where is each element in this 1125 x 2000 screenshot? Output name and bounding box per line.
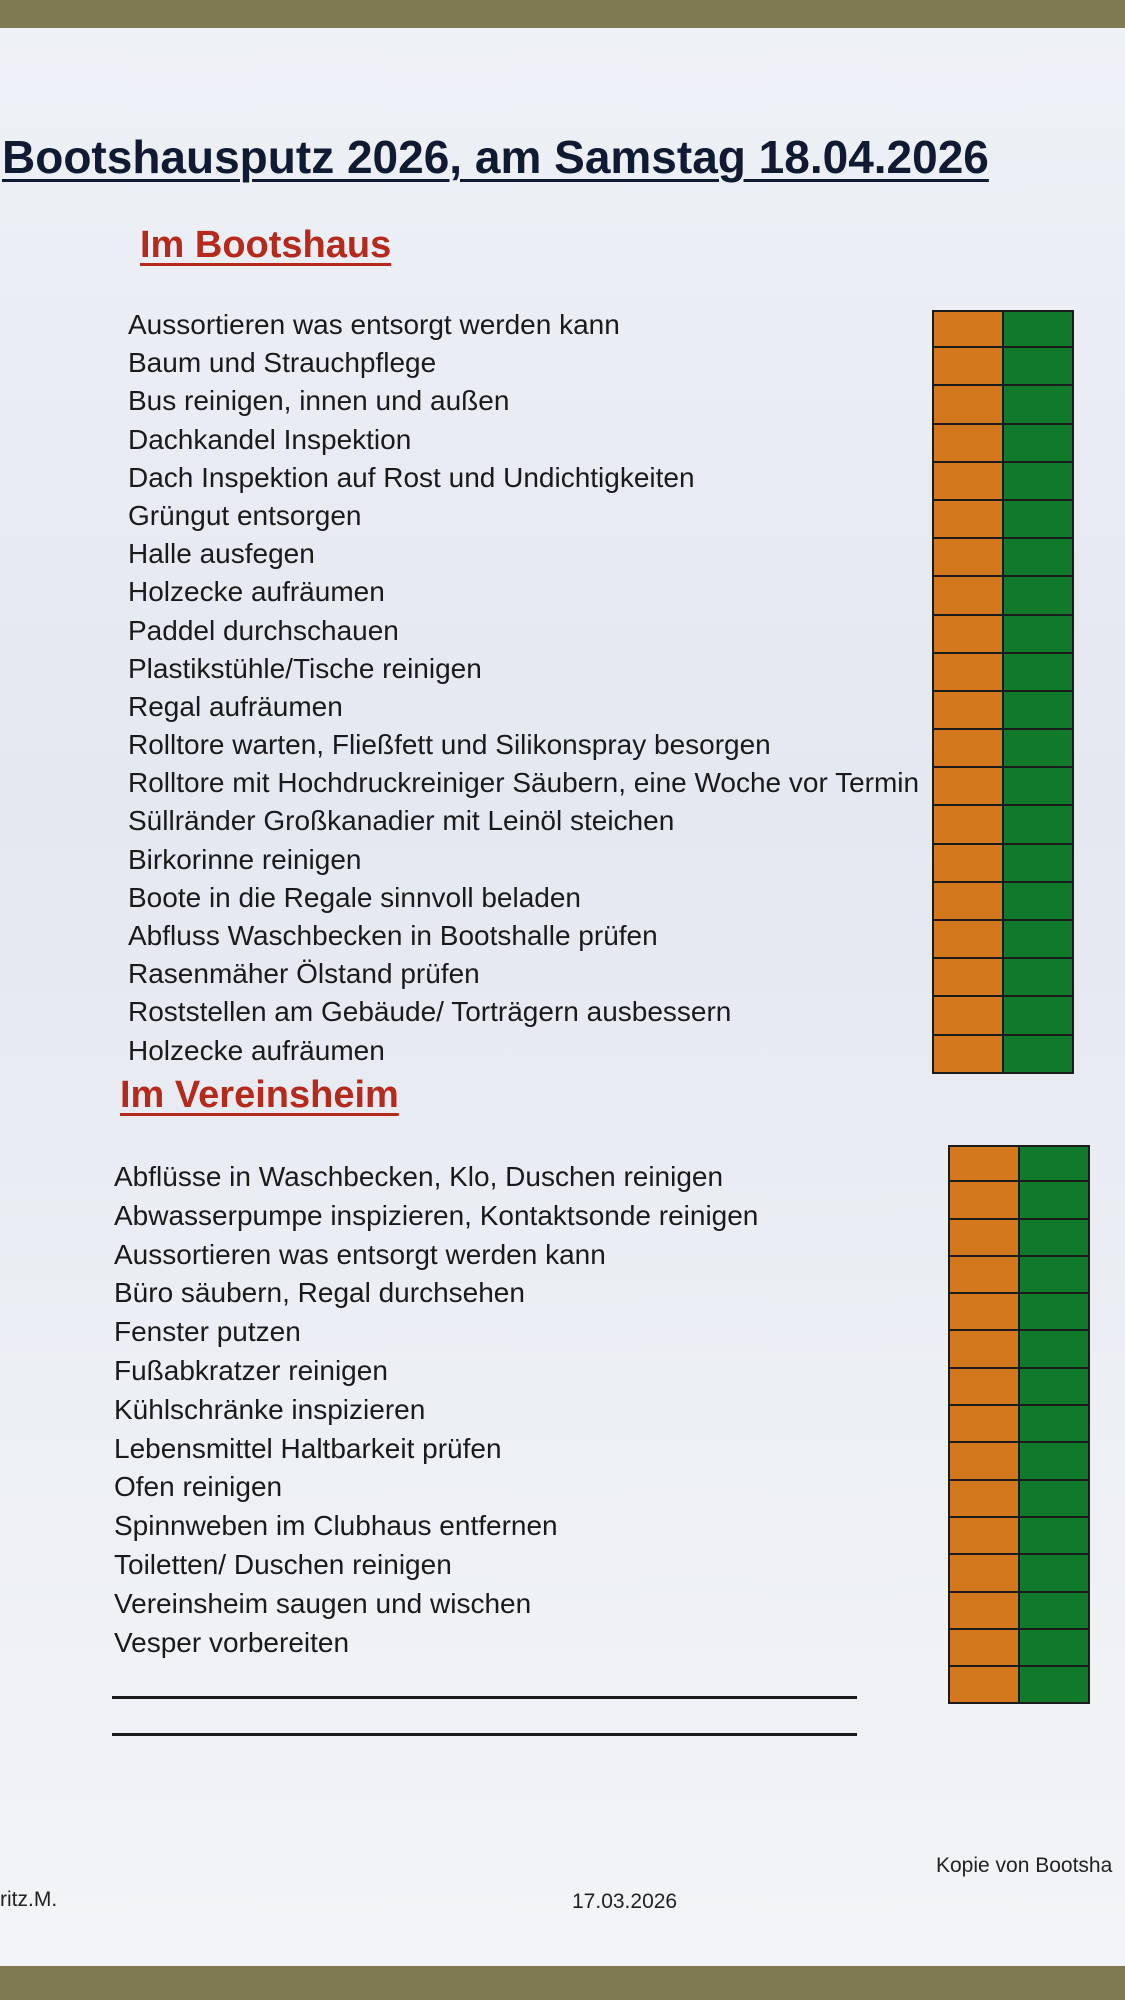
green-checkbox[interactable] — [1004, 1036, 1072, 1072]
checkbox-row — [948, 1593, 1090, 1630]
green-checkbox[interactable] — [1020, 1257, 1088, 1292]
checkbox-row — [932, 806, 1074, 844]
checkbox-row — [932, 463, 1074, 501]
orange-checkbox[interactable] — [950, 1147, 1020, 1180]
orange-checkbox[interactable] — [934, 997, 1004, 1033]
checkbox-row — [948, 1331, 1090, 1368]
task-item: Fußabkratzer reinigen — [114, 1354, 388, 1386]
green-checkbox[interactable] — [1004, 539, 1072, 575]
checkbox-row — [932, 921, 1074, 959]
task-item: Süllränder Großkanadier mit Leinöl steichen — [128, 805, 675, 837]
orange-checkbox[interactable] — [934, 501, 1004, 537]
task-item: Toiletten/ Duschen reinigen — [114, 1548, 452, 1580]
task-item: Abfluss Waschbecken in Bootshalle prüfen — [128, 920, 658, 951]
checkbox-row — [948, 1481, 1090, 1518]
task-item: Paddel durchschauen — [128, 614, 399, 646]
footer-author: ritz.M. — [0, 1888, 58, 1911]
section-heading-bootshaus: Im Bootshaus — [140, 224, 392, 266]
task-item: Fenster putzen — [114, 1316, 301, 1348]
task-item: Regal aufräumen — [128, 690, 343, 722]
document-sheet — [0, 28, 1125, 1966]
orange-checkbox[interactable] — [950, 1593, 1020, 1628]
checkbox-row — [948, 1443, 1090, 1480]
task-item: Grüngut entsorgen — [128, 499, 362, 531]
task-list-vereinsheim — [114, 1158, 758, 1662]
task-item: Holzecke aufräumen — [128, 1034, 385, 1066]
checkbox-row — [932, 577, 1074, 615]
checkbox-row — [932, 959, 1074, 997]
checkbox-row — [948, 1182, 1090, 1219]
checkbox-row — [932, 730, 1074, 768]
orange-checkbox[interactable] — [950, 1555, 1020, 1590]
checkbox-row — [948, 1518, 1090, 1555]
orange-checkbox[interactable] — [950, 1294, 1020, 1329]
task-item: Abwasserpumpe inspizieren, Kontaktsonde reinigen — [114, 1199, 759, 1231]
checkbox-row — [948, 1406, 1090, 1443]
green-checkbox[interactable] — [1020, 1182, 1088, 1217]
orange-checkbox[interactable] — [934, 692, 1004, 728]
green-checkbox[interactable] — [1004, 959, 1072, 995]
orange-checkbox[interactable] — [934, 845, 1004, 881]
orange-checkbox[interactable] — [934, 959, 1004, 995]
checkbox-row — [948, 1630, 1090, 1667]
checkbox-row — [932, 348, 1074, 386]
orange-checkbox[interactable] — [934, 539, 1004, 575]
green-checkbox[interactable] — [1004, 386, 1072, 422]
checkbox-row — [932, 692, 1074, 730]
green-checkbox[interactable] — [1004, 577, 1072, 613]
checkbox-row — [948, 1294, 1090, 1331]
orange-checkbox[interactable] — [934, 425, 1004, 461]
section-heading-vereinsheim: Im Vereinsheim — [120, 1074, 399, 1116]
checkbox-row — [932, 883, 1074, 921]
task-item: Holzecke aufräumen — [128, 576, 385, 608]
green-checkbox[interactable] — [1004, 768, 1072, 804]
green-checkbox[interactable] — [1020, 1147, 1088, 1180]
checkbox-row — [932, 616, 1074, 654]
checkbox-row — [948, 1257, 1090, 1294]
blank-entry-line — [112, 1696, 857, 1699]
task-item: Büro säubern, Regal durchsehen — [114, 1277, 525, 1309]
orange-checkbox[interactable] — [950, 1331, 1020, 1366]
checkbox-row — [948, 1667, 1090, 1704]
task-item: Rasenmäher Ölstand prüfen — [128, 958, 480, 990]
checkbox-row — [932, 768, 1074, 806]
document-title: Bootshausputz 2026, am Samstag 18.04.2026 — [2, 131, 989, 183]
green-checkbox[interactable] — [1020, 1555, 1088, 1590]
task-item: Vereinsheim saugen und wischen — [114, 1587, 532, 1619]
green-checkbox[interactable] — [1004, 883, 1072, 919]
green-checkbox[interactable] — [1004, 616, 1072, 652]
green-checkbox[interactable] — [1020, 1406, 1088, 1441]
green-checkbox[interactable] — [1004, 730, 1072, 766]
task-item: Dach Inspektion auf Rost und Undichtigkeiten — [128, 461, 695, 493]
orange-checkbox[interactable] — [934, 312, 1004, 346]
green-checkbox[interactable] — [1004, 348, 1072, 384]
green-checkbox[interactable] — [1020, 1630, 1088, 1665]
task-item: Rolltore warten, Fließfett und Silikonspray besorgen — [128, 729, 771, 761]
task-item: Halle ausfegen — [128, 538, 315, 570]
orange-checkbox[interactable] — [934, 463, 1004, 499]
orange-checkbox[interactable] — [950, 1630, 1020, 1665]
checkbox-row — [932, 386, 1074, 424]
orange-checkbox[interactable] — [950, 1481, 1020, 1516]
task-item: Plastikstühle/Tische reinigen — [128, 652, 482, 684]
green-checkbox[interactable] — [1004, 806, 1072, 842]
task-item: Birkorinne reinigen — [128, 843, 362, 875]
task-item: Aussortieren was entsorgt werden kann — [128, 309, 620, 340]
orange-checkbox[interactable] — [950, 1667, 1020, 1702]
task-item: Abflüsse in Waschbecken, Klo, Duschen reinigen — [114, 1161, 724, 1192]
checkbox-column-vereinsheim — [948, 1145, 1090, 1704]
orange-checkbox[interactable] — [934, 654, 1004, 690]
green-checkbox[interactable] — [1004, 425, 1072, 461]
task-item: Kühlschränke inspizieren — [114, 1393, 426, 1425]
checkbox-row — [932, 845, 1074, 883]
orange-checkbox[interactable] — [934, 730, 1004, 766]
orange-checkbox[interactable] — [950, 1257, 1020, 1292]
green-checkbox[interactable] — [1020, 1443, 1088, 1478]
orange-checkbox[interactable] — [934, 768, 1004, 804]
checkbox-row — [932, 654, 1074, 692]
footer-copy-note: Kopie von Bootsha — [936, 1854, 1113, 1877]
checkbox-row — [932, 425, 1074, 463]
orange-checkbox[interactable] — [934, 616, 1004, 652]
checkbox-row — [948, 1369, 1090, 1406]
task-item: Aussortieren was entsorgt werden kann — [114, 1238, 606, 1270]
orange-checkbox[interactable] — [950, 1220, 1020, 1255]
checkbox-row — [948, 1555, 1090, 1592]
orange-checkbox[interactable] — [934, 883, 1004, 919]
green-checkbox[interactable] — [1020, 1369, 1088, 1404]
green-checkbox[interactable] — [1020, 1481, 1088, 1516]
task-item: Lebensmittel Haltbarkeit prüfen — [114, 1432, 502, 1464]
checkbox-row — [932, 310, 1074, 348]
task-item: Ofen reinigen — [114, 1471, 283, 1503]
task-item: Roststellen am Gebäude/ Torträgern ausbessern — [128, 996, 732, 1028]
task-item: Rolltore mit Hochdruckreiniger Säubern, eine Woche vor Termin — [128, 767, 920, 799]
task-item: Boote in die Regale sinnvoll beladen — [128, 881, 581, 913]
green-checkbox[interactable] — [1004, 997, 1072, 1033]
checkbox-row — [932, 539, 1074, 577]
blank-entry-line — [112, 1733, 857, 1736]
green-checkbox[interactable] — [1004, 312, 1072, 346]
green-checkbox[interactable] — [1020, 1667, 1088, 1702]
checkbox-column-bootshaus — [932, 310, 1074, 1074]
green-checkbox[interactable] — [1004, 501, 1072, 537]
green-checkbox[interactable] — [1004, 845, 1072, 881]
green-checkbox[interactable] — [1020, 1294, 1088, 1329]
orange-checkbox[interactable] — [950, 1369, 1020, 1404]
checkbox-row — [932, 1036, 1074, 1074]
green-checkbox[interactable] — [1020, 1593, 1088, 1628]
orange-checkbox[interactable] — [950, 1518, 1020, 1553]
orange-checkbox[interactable] — [950, 1182, 1020, 1217]
checkbox-row — [948, 1145, 1090, 1182]
orange-checkbox[interactable] — [950, 1443, 1020, 1478]
task-item: Dachkandel Inspektion — [128, 423, 412, 455]
orange-checkbox[interactable] — [934, 921, 1004, 957]
green-checkbox[interactable] — [1020, 1331, 1088, 1366]
task-item: Bus reinigen, innen und außen — [128, 385, 510, 417]
green-checkbox[interactable] — [1004, 921, 1072, 957]
task-item: Vesper vorbereiten — [114, 1626, 350, 1658]
green-checkbox[interactable] — [1004, 654, 1072, 690]
green-checkbox[interactable] — [1020, 1518, 1088, 1553]
orange-checkbox[interactable] — [934, 577, 1004, 613]
checkbox-row — [932, 997, 1074, 1035]
orange-checkbox[interactable] — [934, 806, 1004, 842]
green-checkbox[interactable] — [1004, 692, 1072, 728]
orange-checkbox[interactable] — [934, 386, 1004, 422]
task-list-bootshaus — [128, 306, 919, 1070]
task-item: Spinnweben im Clubhaus entfernen — [114, 1510, 558, 1542]
checkbox-row — [948, 1220, 1090, 1257]
green-checkbox[interactable] — [1004, 463, 1072, 499]
orange-checkbox[interactable] — [950, 1406, 1020, 1441]
orange-checkbox[interactable] — [934, 348, 1004, 384]
orange-checkbox[interactable] — [934, 1036, 1004, 1072]
green-checkbox[interactable] — [1020, 1220, 1088, 1255]
checkbox-row — [932, 501, 1074, 539]
footer-date: 17.03.2026 — [572, 1890, 678, 1913]
task-item: Baum und Strauchpflege — [128, 347, 437, 379]
